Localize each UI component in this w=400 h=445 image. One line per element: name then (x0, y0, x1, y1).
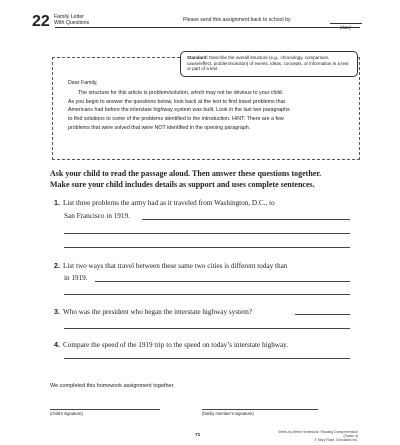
letter-line: to find solutions to some of the problems identified in the introduction. HINT: There are a few (68, 116, 284, 123)
instructions (50, 168, 365, 190)
family-signature-label: (family member’s signature) (202, 411, 254, 416)
title-line-2: With Questions (54, 20, 90, 27)
question-number: 4. (54, 340, 60, 349)
question-1-continued: San Francisco in 1919. (64, 212, 130, 220)
child-signature-line[interactable] (50, 409, 160, 410)
family-signature-line[interactable] (202, 409, 318, 410)
date-label: (date) (340, 25, 351, 30)
question-number: 2. (54, 261, 60, 270)
completion-statement: We completed this homework assignment together. (50, 383, 175, 389)
letter-line: problems that were solved that were NOT identified in the opening paragraph. (68, 124, 251, 131)
question-text: Compare the speed of the 1919 trip to the speed on today’s interstate highway. (63, 341, 289, 349)
standard-label: Standard: (187, 55, 209, 60)
letter-line: The structure for this article is problem/solution, which may not be obvious to your child. (78, 90, 284, 96)
title-line-1: Family Letter (54, 14, 84, 20)
answer-line[interactable] (64, 247, 350, 248)
question-number: 3. (54, 307, 60, 316)
send-back-instruction: Please send this assignment back to school by (183, 17, 291, 23)
letter-line: Americans had before the interstate highway system was built. Look in the last two paragraphs (68, 107, 290, 114)
date-blank[interactable] (330, 23, 362, 24)
question-number: 1. (54, 198, 60, 207)
question-text: List three problems the army had as it traveled from Washington, D.C., to (63, 199, 275, 207)
credit-line-2: © Mary Rose, Scholastic Inc. (314, 438, 358, 443)
header-rule (55, 27, 360, 28)
answer-line[interactable] (64, 233, 350, 234)
credit-text (268, 430, 358, 443)
question-1 (54, 199, 354, 207)
question-2 (54, 262, 354, 270)
standard-box (180, 51, 358, 77)
question-text: List two ways that travel between these same two cities is different today than (63, 262, 288, 270)
standard-text: Describe the overall structure (e.g., chronology, comparison, cause/effect, problem/solution) of events, ideas, concepts, or information in a text or part of a text (187, 55, 349, 71)
answer-line[interactable] (64, 358, 350, 359)
letter-type-title (54, 14, 114, 26)
question-text: Who was the president who began the interstate highway system? (63, 308, 253, 316)
letter-greeting: Dear Family, (68, 80, 98, 86)
letter-body (68, 89, 348, 133)
answer-line[interactable] (95, 281, 350, 282)
page-number: 22 (32, 13, 50, 30)
answer-line[interactable] (64, 294, 350, 295)
question-2-continued: in 1919. (64, 274, 88, 282)
answer-line[interactable] (295, 314, 350, 315)
letter-line: As you begin to answer the questions below, look back at the text to find travel problems that (68, 98, 286, 105)
instructions-line-2: Make sure your child includes details as support and uses complete sentences. (50, 180, 315, 189)
answer-line[interactable] (64, 328, 350, 329)
answer-line[interactable] (142, 219, 350, 220)
footer-page-number: 71 (195, 433, 201, 438)
credit-line-1: Week-by-Week Homework: Reading Comprehension (Grade 4) (278, 430, 358, 439)
question-4 (54, 341, 374, 349)
child-signature-label: (child’s signature) (50, 411, 83, 416)
instructions-line-1: Ask your child to read the passage aloud. Then answer these questions together. (50, 169, 322, 178)
